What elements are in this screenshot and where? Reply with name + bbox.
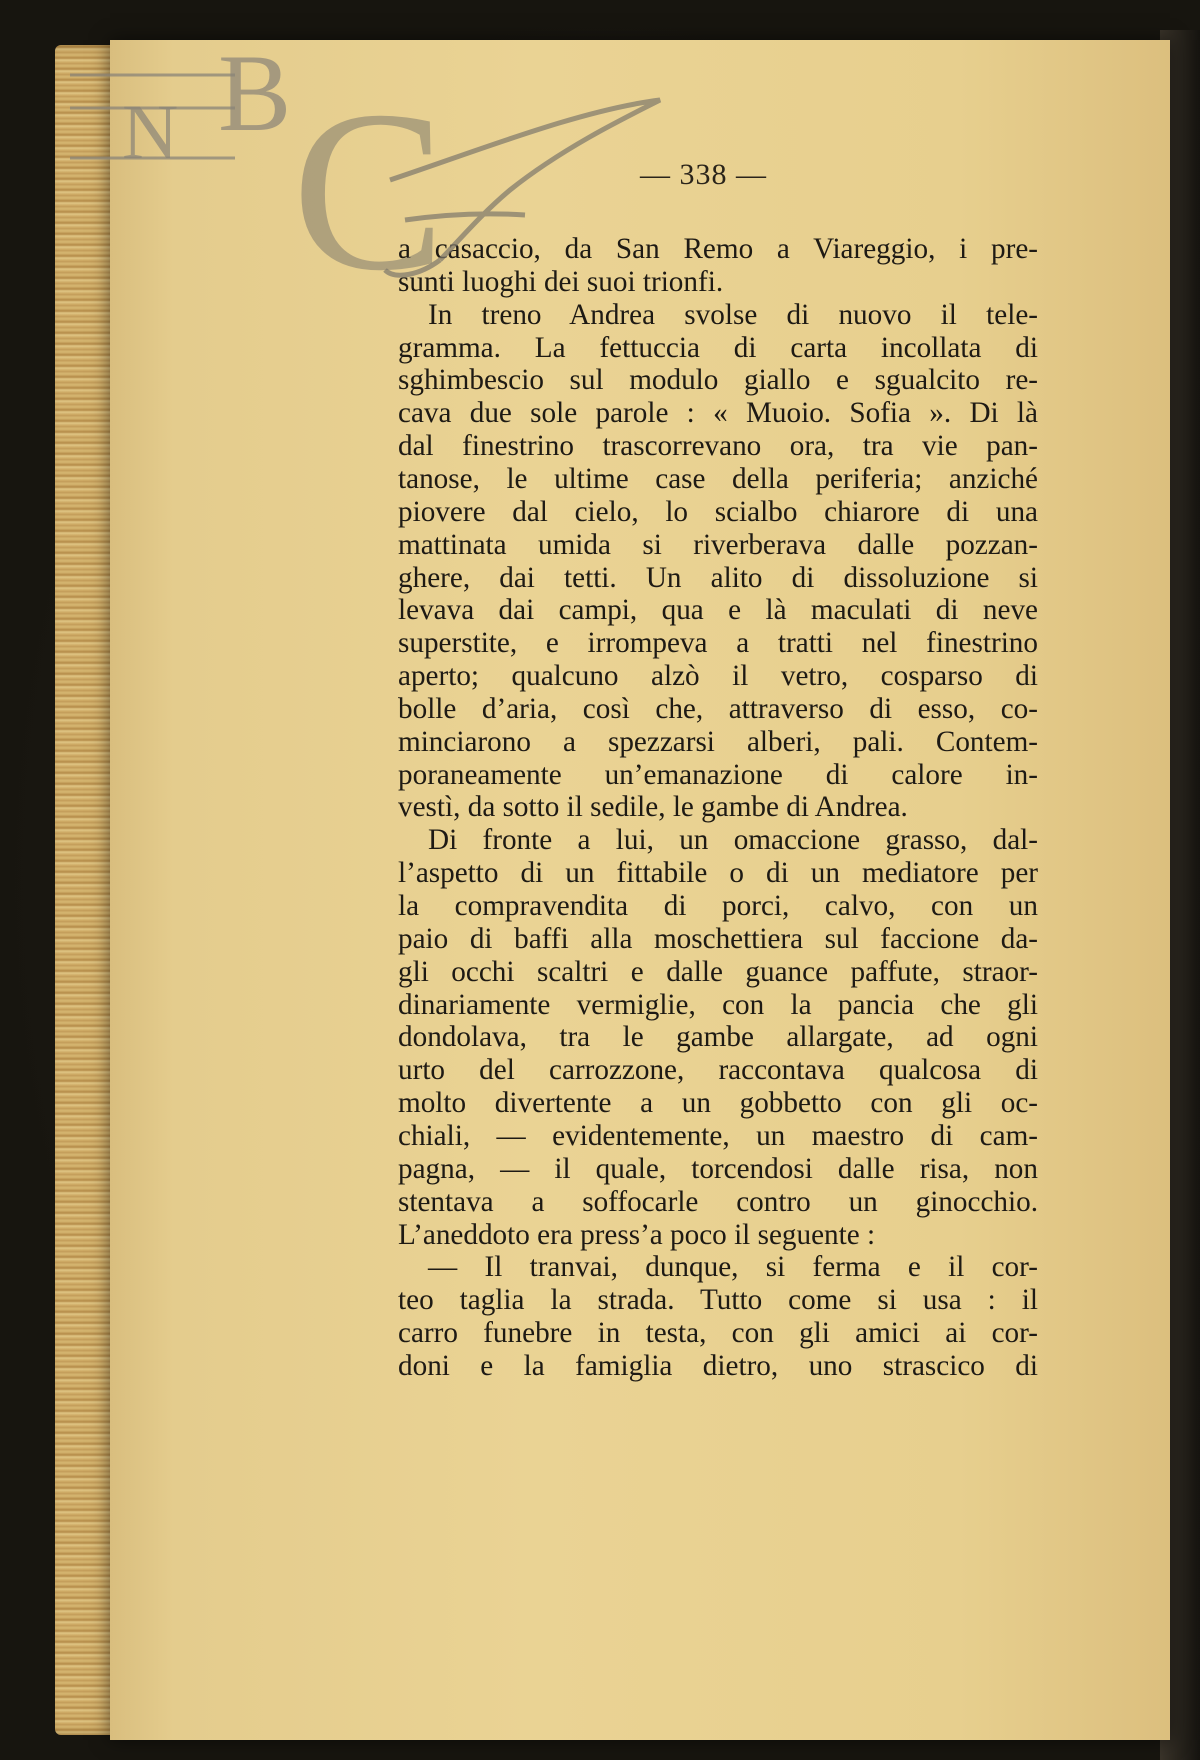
page-number: — 338 — bbox=[640, 158, 767, 191]
text-line: vestì, da sotto il sedile, le gambe di Andrea. bbox=[398, 791, 908, 824]
text-line: carro funebre in testa, con gli amici ai cor- bbox=[398, 1317, 1038, 1350]
text-line: levava dai campi, qua e là maculati di neve bbox=[398, 594, 1038, 627]
text-line: dinariamente vermiglie, con la pancia che gli bbox=[398, 988, 1038, 1021]
text-line: minciarono a spezzarsi alberi, pali. Contem- bbox=[398, 725, 1038, 758]
text-line: mattinata umida si riverberava dalle pozzan- bbox=[398, 528, 1038, 561]
text-line: urto del carrozzone, raccontava qualcosa di bbox=[398, 1054, 1038, 1087]
text-line: gramma. La fettuccia di carta incollata di bbox=[398, 331, 1038, 364]
text-line: a casaccio, da San Remo a Viareggio, i pre- bbox=[398, 233, 1038, 265]
text-line: Di fronte a lui, un omaccione grasso, dal- bbox=[428, 824, 1038, 857]
text-line: gli occhi scaltri e dalle guance paffute, straor- bbox=[398, 955, 1038, 988]
text-line: la compravendita di porci, calvo, con un bbox=[398, 890, 1038, 922]
text-line: paio di baffi alla moschettiera sul faccione da- bbox=[398, 922, 1038, 955]
text-line: l’aspetto di un fittabile o di un mediatore per bbox=[398, 857, 1038, 890]
text-line: dal finestrino trascorrevano ora, tra vie pan- bbox=[398, 430, 1038, 463]
svg-text:B: B bbox=[218, 32, 292, 154]
text-line: tanose, le ultime case della periferia; anziché bbox=[398, 462, 1038, 495]
text-line: sunti luoghi dei suoi trionfi. bbox=[398, 265, 724, 298]
text-line: bolle d’aria, così che, attraverso di esso, co- bbox=[398, 692, 1038, 725]
svg-text:C: C bbox=[292, 63, 446, 310]
text-line: chiali, — evidentemente, un maestro di cam- bbox=[398, 1119, 1038, 1152]
text-line: teo taglia la strada. Tutto come si usa : il bbox=[398, 1284, 1038, 1317]
text-line: L’aneddoto era press’a poco il seguente : bbox=[398, 1218, 876, 1251]
text-line: aperto; qualcuno alzò il vetro, cosparso di bbox=[398, 660, 1038, 693]
text-line: ghere, dai tetti. Un alito di dissoluzione si bbox=[398, 561, 1038, 594]
library-watermark-logo bbox=[60, 30, 710, 310]
text-line: dondolava, tra le gambe allargate, ad ogni bbox=[398, 1021, 1038, 1054]
text-line: doni e la famiglia dietro, uno strascico di bbox=[398, 1349, 1038, 1382]
text-line: stentava a soffocarle contro un ginocchio. bbox=[398, 1185, 1038, 1218]
text-line: cava due sole parole : « Muoio. Sofia ». Di là bbox=[398, 397, 1038, 430]
text-line: molto divertente a un gobbetto con gli oc- bbox=[398, 1087, 1038, 1120]
text-line: superstite, e irrompeva a tratti nel finestrino bbox=[398, 627, 1038, 660]
text-line: sghimbescio sul modulo giallo e sgualcito re- bbox=[398, 364, 1038, 397]
text-line: piovere dal cielo, lo scialbo chiarore di una bbox=[398, 495, 1038, 528]
text-line: pagna, — il quale, torcendosi dalle risa, non bbox=[398, 1152, 1038, 1185]
text-line: poraneamente un’emanazione di calore in- bbox=[398, 758, 1038, 791]
text-line: — Il tranvai, dunque, si ferma e il cor- bbox=[428, 1251, 1038, 1284]
svg-text:N: N bbox=[122, 88, 179, 175]
text-line: In treno Andrea svolse di nuovo il tele- bbox=[428, 298, 1038, 331]
